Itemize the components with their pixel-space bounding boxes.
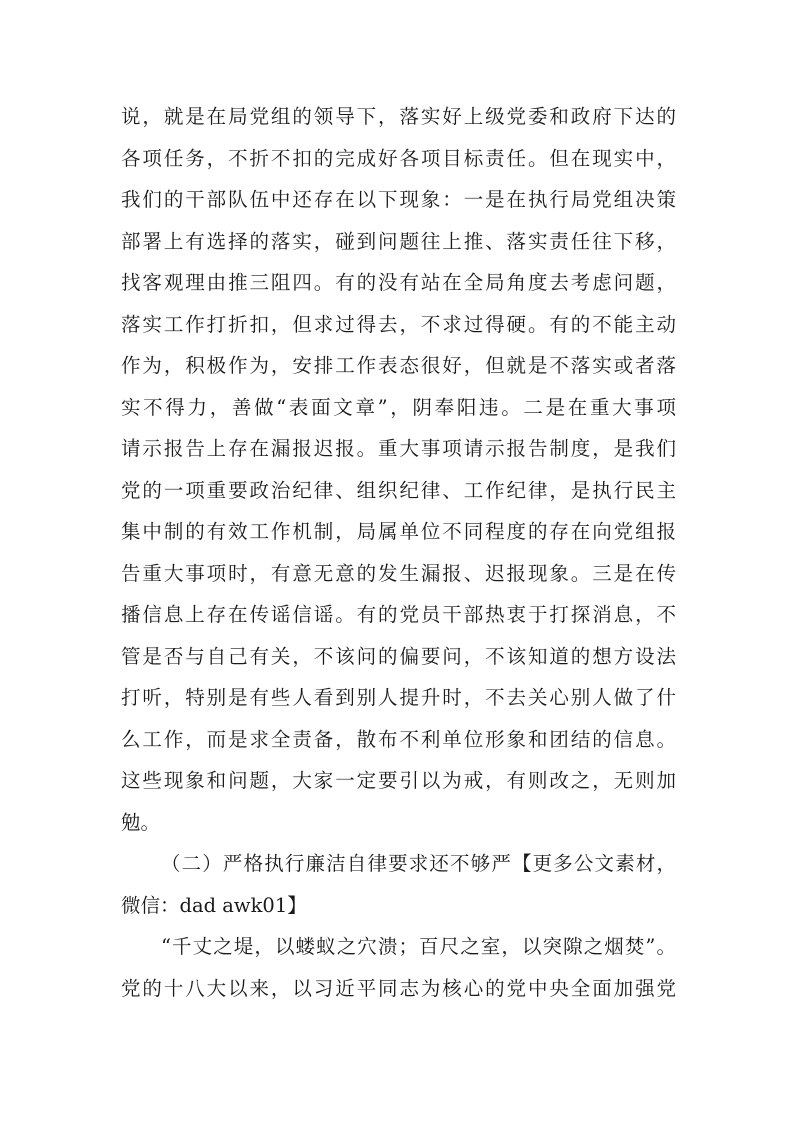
text-line: 部署上有选择的落实，碰到问题往上推、落实责任往下移， [121, 229, 676, 253]
text-line: 党的一项重要政治纪律、组织纪律、工作纪律，是执行民主 [121, 478, 676, 502]
text-line: 各项任务，不折不扣的完成好各项目标责任。但在现实中， [121, 146, 676, 170]
text-line: “千丈之堤，以蝼蚁之穴溃；百尺之室，以突隙之烟焚”。 [161, 935, 676, 958]
text-line: 落实工作打折扣，但求过得去，不求过得硬。有的不能主动 [121, 312, 676, 336]
text-line: 勉。 [121, 810, 161, 834]
text-line: 实不得力，善做“表面文章”，阴奉阳违。二是在重大事项 [121, 395, 676, 419]
text-line: 我们的干部队伍中还存在以下现象：一是在执行局党组决策 [121, 188, 676, 211]
text-line: 作为，积极作为，安排工作表态很好，但就是不落实或者落 [121, 354, 676, 377]
text-line: 说，就是在局党组的领导下，落实好上级党委和政府下达的 [121, 105, 676, 128]
text-line: 打听，特别是有些人看到别人提升时，不去关心别人做了什 [121, 686, 676, 709]
heading-line: （二）严格执行廉洁自律要求还不够严【更多公文素材， [161, 852, 676, 875]
document-body [121, 96, 676, 1009]
text-line: 这些现象和问题，大家一定要引以为戒，有则改之，无则加 [121, 769, 676, 792]
text-line: 管是否与自己有关，不该问的偏要问，不该知道的想方设法 [121, 644, 676, 668]
text-line: 集中制的有效工作机制，局属单位不同程度的存在向党组报 [121, 520, 676, 543]
paragraph-3 [121, 926, 676, 1009]
text-line: 播信息上存在传谣信谣。有的党员干部热衷于打探消息，不 [121, 603, 676, 626]
text-line: 党的十八大以来，以习近平同志为核心的党中央全面加强党 [121, 976, 676, 1000]
heading-line: 微信：dad awk01】 [121, 893, 307, 917]
paragraph-1 [121, 96, 676, 843]
text-line: 告重大事项时，有意无意的发生漏报、迟报现象。三是在传 [121, 561, 676, 585]
section-heading [121, 843, 676, 926]
text-line: 找客观理由推三阻四。有的没有站在全局角度去考虑问题， [121, 271, 676, 294]
text-line: 请示报告上存在漏报迟报。重大事项请示报告制度，是我们 [121, 437, 676, 460]
text-line: 么工作，而是求全责备，散布不利单位形象和团结的信息。 [121, 727, 676, 751]
